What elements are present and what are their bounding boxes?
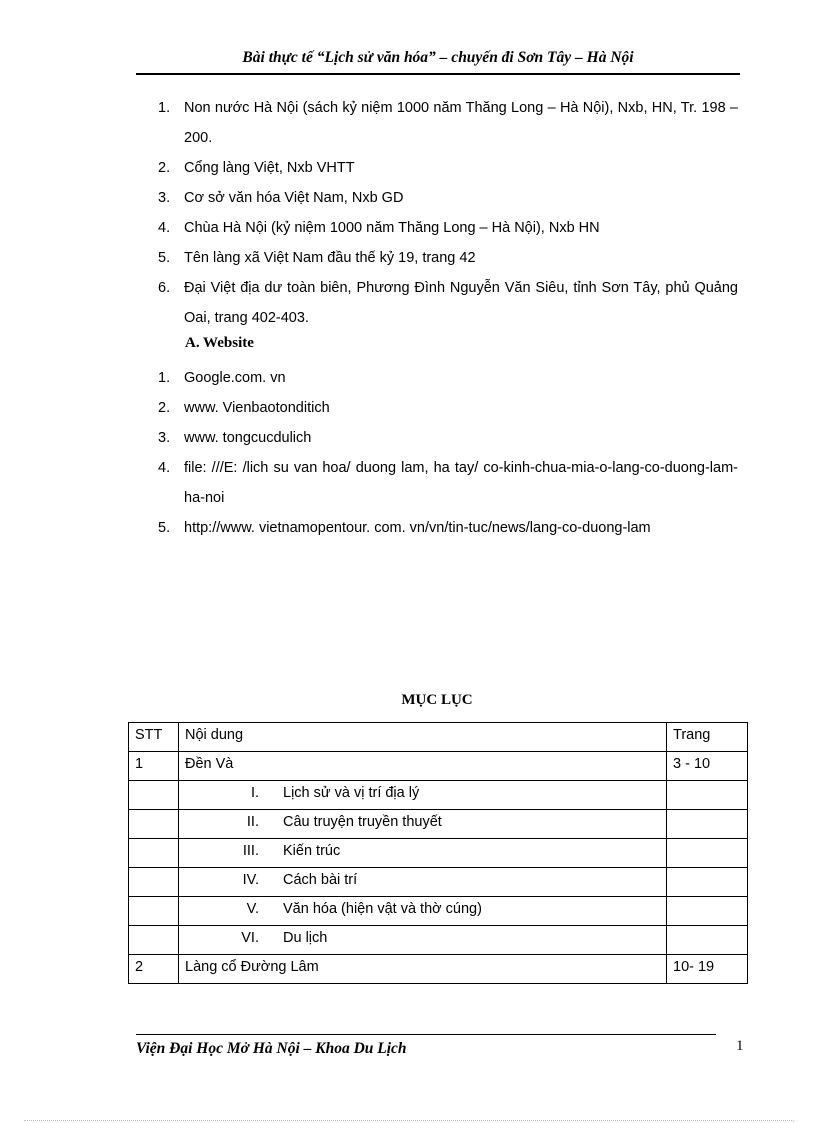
reference-text: Cổng làng Việt, Nxb VHTT xyxy=(184,160,355,176)
toc-sub-number: I. xyxy=(250,785,259,801)
website-list xyxy=(158,363,738,543)
reference-text: Non nước Hà Nội (sách kỷ niệm 1000 năm Thăng Long – Hà Nội), Nxb, HN, Tr. 198 – 200. xyxy=(184,100,738,146)
reference-number: 5. xyxy=(158,250,171,266)
toc-sub-number: V. xyxy=(246,901,259,917)
reference-text: Tên làng xã Việt Nam đầu thế kỷ 19, trang 42 xyxy=(184,250,476,266)
reference-number: 1. xyxy=(158,100,171,116)
toc-sub-text: Cách bài trí xyxy=(283,872,358,888)
website-section-title: A. Website xyxy=(185,335,254,351)
reference-number: 2. xyxy=(158,160,171,176)
toc-page-empty xyxy=(667,897,748,926)
toc-page-empty xyxy=(667,839,748,868)
toc-stt-empty xyxy=(129,868,179,897)
reference-list xyxy=(158,93,738,333)
reference-text: Cơ sở văn hóa Việt Nam, Nxb GD xyxy=(184,190,404,206)
reference-number: 6. xyxy=(158,280,171,296)
page-header-title: Bài thực tế “Lịch sử văn hóa” – chuyến đi Sơn Tây – Hà Nội xyxy=(242,49,634,66)
toc-sub-row xyxy=(129,781,748,810)
toc-content: Làng cổ Đường Lâm xyxy=(179,955,667,984)
website-text: Google.com. vn xyxy=(184,370,286,386)
toc-sub-text: Kiến trúc xyxy=(283,843,341,859)
toc-sub-content xyxy=(179,839,667,868)
toc-table xyxy=(128,722,748,984)
toc-sub-text: Câu truyện truyền thuyết xyxy=(283,814,442,830)
toc-sub-number: IV. xyxy=(242,872,259,888)
website-text: file: ///E: /lich su van hoa/ duong lam, ha tay/ co-kinh-chua-mia-o-lang-co-duong-lam-ha-noi xyxy=(184,460,738,506)
toc-sub-row xyxy=(129,897,748,926)
reference-item xyxy=(158,273,738,333)
toc-row xyxy=(129,752,748,781)
toc-sub-number: II. xyxy=(246,814,259,830)
website-number: 2. xyxy=(158,400,171,416)
toc-sub-content xyxy=(179,926,667,955)
website-text: http://www. vietnamopentour. com. vn/vn/tin-tuc/news/lang-co-duong-lam xyxy=(184,520,651,536)
website-number: 5. xyxy=(158,520,171,536)
reference-item xyxy=(158,213,738,243)
page-number: 1 xyxy=(736,1038,744,1054)
toc-page: 3 - 10 xyxy=(667,752,748,781)
toc-stt-empty xyxy=(129,897,179,926)
website-text: www. Vienbaotonditich xyxy=(184,400,330,416)
toc-stt-empty xyxy=(129,926,179,955)
toc-sub-content xyxy=(179,810,667,839)
website-number: 1. xyxy=(158,370,171,386)
reference-item xyxy=(158,183,738,213)
toc-stt-empty xyxy=(129,839,179,868)
website-item xyxy=(158,393,738,423)
toc-header-content: Nội dung xyxy=(179,723,667,752)
website-item xyxy=(158,423,738,453)
website-item xyxy=(158,513,738,543)
toc-sub-content xyxy=(179,897,667,926)
reference-item xyxy=(158,93,738,153)
toc-page: 10- 19 xyxy=(667,955,748,984)
toc-row xyxy=(129,955,748,984)
toc-stt: 2 xyxy=(129,955,179,984)
toc-sub-text: Lịch sử và vị trí địa lý xyxy=(283,785,420,801)
website-item xyxy=(158,363,738,393)
toc-sub-text: Văn hóa (hiện vật và thờ cúng) xyxy=(283,901,482,917)
toc-sub-row xyxy=(129,926,748,955)
footer-divider xyxy=(136,1034,716,1035)
toc-content: Đền Và xyxy=(179,752,667,781)
toc-stt-empty xyxy=(129,781,179,810)
toc-header-stt: STT xyxy=(129,723,179,752)
reference-number: 4. xyxy=(158,220,171,236)
toc-sub-row xyxy=(129,839,748,868)
toc-header-row xyxy=(129,723,748,752)
toc-page-empty xyxy=(667,810,748,839)
toc-page-empty xyxy=(667,781,748,810)
toc-title: MỤC LỤC xyxy=(401,692,473,708)
toc-sub-content xyxy=(179,781,667,810)
toc-stt: 1 xyxy=(129,752,179,781)
header-divider xyxy=(136,73,740,75)
toc-sub-row xyxy=(129,868,748,897)
toc-sub-row xyxy=(129,810,748,839)
toc-page-empty xyxy=(667,868,748,897)
reference-number: 3. xyxy=(158,190,171,206)
reference-text: Đại Việt địa dư toàn biên, Phương Đình Nguyễn Văn Siêu, tỉnh Sơn Tây, phủ Quảng Oai, trang 402-403. xyxy=(184,280,738,326)
toc-sub-content xyxy=(179,868,667,897)
toc-page-empty xyxy=(667,926,748,955)
reference-item xyxy=(158,153,738,183)
toc-sub-number: III. xyxy=(242,843,259,859)
reference-item xyxy=(158,243,738,273)
toc-sub-text: Du lịch xyxy=(283,930,328,946)
reference-text: Chùa Hà Nội (kỷ niệm 1000 năm Thăng Long – Hà Nội), Nxb HN xyxy=(184,220,600,236)
website-text: www. tongcucdulich xyxy=(184,430,312,446)
website-number: 4. xyxy=(158,460,171,476)
website-number: 3. xyxy=(158,430,171,446)
page-bottom-divider xyxy=(24,1120,794,1121)
toc-header-page: Trang xyxy=(667,723,748,752)
footer-title: Viện Đại Học Mở Hà Nội – Khoa Du Lịch xyxy=(136,1040,407,1057)
toc-stt-empty xyxy=(129,810,179,839)
website-item xyxy=(158,453,738,513)
toc-sub-number: VI. xyxy=(241,930,259,946)
